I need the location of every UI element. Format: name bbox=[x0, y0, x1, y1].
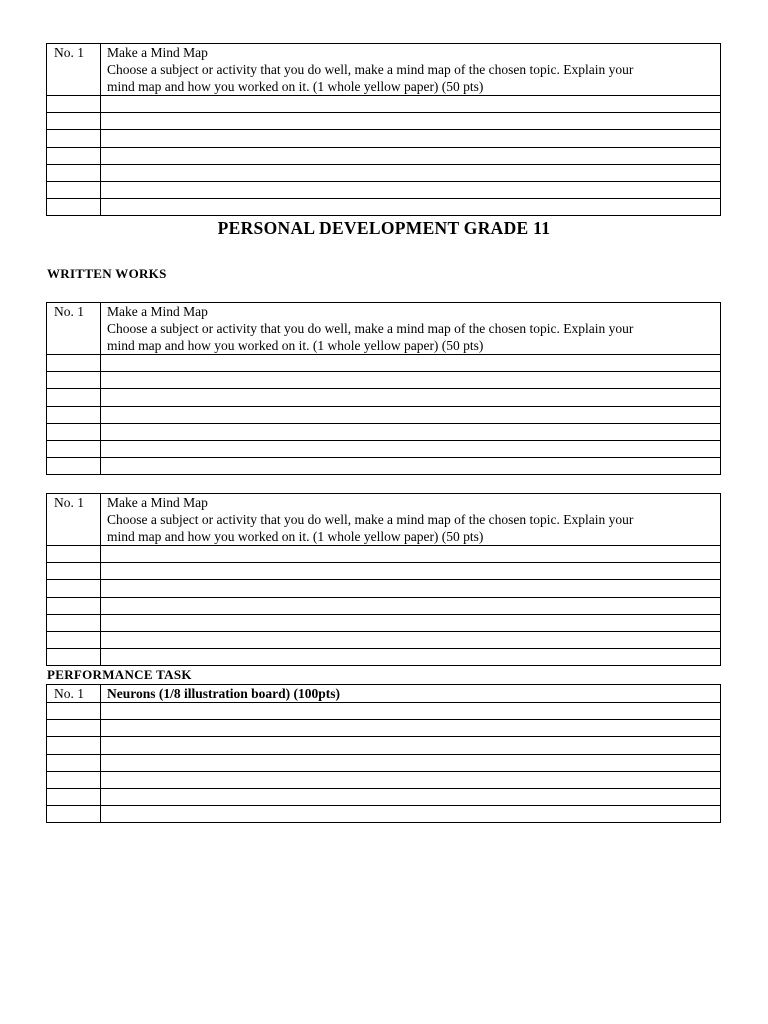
table-row bbox=[47, 96, 721, 113]
activity-instructions-line1: Choose a subject or activity that you do well, make a mind map of the chosen topic. Explain your bbox=[107, 321, 634, 336]
table-row bbox=[47, 771, 721, 788]
table-row bbox=[47, 754, 721, 771]
table-row bbox=[47, 631, 721, 648]
table-row bbox=[47, 164, 721, 181]
table-row bbox=[47, 546, 721, 563]
activity-instructions-line1: Choose a subject or activity that you do well, make a mind map of the chosen topic. Explain your bbox=[107, 62, 634, 77]
activity-table-3 bbox=[46, 493, 721, 666]
performance-task-heading: PERFORMANCE TASK bbox=[47, 667, 192, 682]
table-row bbox=[47, 423, 721, 440]
activity-description bbox=[101, 44, 721, 96]
activity-description bbox=[101, 494, 721, 546]
table-row bbox=[47, 737, 721, 754]
table-row bbox=[47, 563, 721, 580]
table-row bbox=[47, 703, 721, 720]
activity-number: No. 1 bbox=[47, 494, 101, 546]
table-row bbox=[47, 649, 721, 666]
table-row bbox=[47, 788, 721, 805]
page-title: PERSONAL DEVELOPMENT GRADE 11 bbox=[217, 218, 551, 238]
performance-task-table bbox=[46, 684, 721, 823]
table-row bbox=[47, 113, 721, 130]
performance-task-header-row bbox=[47, 685, 721, 703]
activity-number: No. 1 bbox=[47, 44, 101, 96]
table-row bbox=[47, 720, 721, 737]
activity-header-row bbox=[47, 303, 721, 355]
activity-name: Make a Mind Map bbox=[107, 304, 208, 319]
activity-number: No. 1 bbox=[47, 303, 101, 355]
table-row bbox=[47, 406, 721, 423]
activity-name: Make a Mind Map bbox=[107, 45, 208, 60]
table-row bbox=[47, 199, 721, 216]
table-row bbox=[47, 614, 721, 631]
activity-table-2 bbox=[46, 302, 721, 475]
table-row bbox=[47, 597, 721, 614]
activity-name: Make a Mind Map bbox=[107, 495, 208, 510]
activity-instructions-line1: Choose a subject or activity that you do well, make a mind map of the chosen topic. Explain your bbox=[107, 512, 634, 527]
table-row bbox=[47, 458, 721, 475]
performance-task-number: No. 1 bbox=[47, 685, 101, 703]
table-row bbox=[47, 806, 721, 823]
table-row bbox=[47, 389, 721, 406]
activity-instructions-line2: mind map and how you worked on it. (1 whole yellow paper) (50 pts) bbox=[107, 79, 484, 94]
table-row bbox=[47, 130, 721, 147]
table-row bbox=[47, 440, 721, 457]
table-row bbox=[47, 147, 721, 164]
activity-description bbox=[101, 303, 721, 355]
activity-table-1 bbox=[46, 43, 721, 216]
table-row bbox=[47, 580, 721, 597]
performance-task-name: Neurons (1/8 illustration board) (100pts) bbox=[101, 685, 721, 703]
activity-instructions-line2: mind map and how you worked on it. (1 whole yellow paper) (50 pts) bbox=[107, 338, 484, 353]
activity-header-row bbox=[47, 494, 721, 546]
table-row bbox=[47, 355, 721, 372]
activity-header-row bbox=[47, 44, 721, 96]
table-row bbox=[47, 372, 721, 389]
table-row bbox=[47, 181, 721, 198]
activity-instructions-line2: mind map and how you worked on it. (1 whole yellow paper) (50 pts) bbox=[107, 529, 484, 544]
written-works-heading: WRITTEN WORKS bbox=[47, 266, 167, 281]
